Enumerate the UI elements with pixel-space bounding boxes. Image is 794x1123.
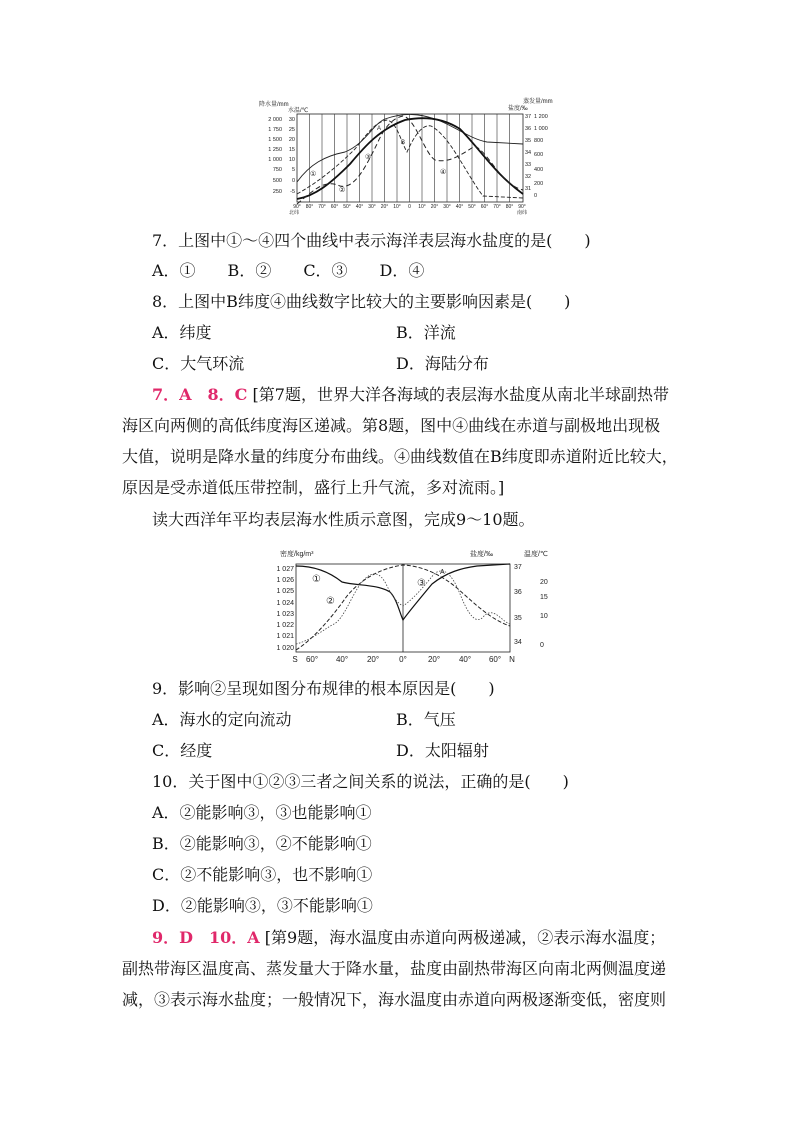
answer-7-8-line-2: 海区向两侧的高低纬度海区递减。第8题，图中④曲线在赤道与副极地出现极 (122, 416, 661, 435)
x-label: 40° (458, 655, 472, 664)
answer-7-8-line-1 (152, 385, 669, 405)
salinity-tick: 36 (514, 589, 522, 596)
precip-tick: 2 000 (268, 117, 282, 123)
answer-9-10-line-2: 副热带海区温度高、蒸发量大于降水量，盐度由副热带海区向南北两侧温度递 (122, 959, 667, 978)
lat-label: 20° (430, 204, 439, 210)
salinity-tick: 32 (525, 174, 532, 180)
salinity-tick: 34 (525, 150, 532, 156)
q10-option-a: A．②能影响③，③也能影响① (152, 803, 372, 822)
curve-label: ④ (440, 169, 447, 176)
salinity-tick: 33 (525, 162, 532, 168)
lat-label: 20° (380, 204, 389, 210)
salinity-tick: 37 (514, 564, 522, 571)
q8-stem: 8．上图中B纬度④曲线数字比较大的主要影响因素是( ) (152, 292, 571, 311)
x-label: S (292, 655, 298, 664)
plot-frame (297, 114, 523, 202)
salinity-axis-title: 盐度/‰ (470, 551, 493, 558)
answer-key-9-10: 9．D 10．A (152, 928, 260, 947)
lat-label: 50° (343, 204, 351, 210)
x-label: N (509, 655, 515, 664)
lat-label: 70° (318, 204, 326, 210)
curve-label: ③ (417, 578, 426, 589)
curve-2 (297, 118, 523, 199)
curve-label: ② (326, 596, 335, 607)
density-axis-title: 密度/kg/m³ (280, 551, 314, 558)
x-label: 20° (366, 655, 380, 664)
q7-stem: 7．上图中①～④四个曲线中表示海洋表层海水盐度的是( ) (152, 231, 591, 250)
figure-1-chart (255, 94, 553, 216)
precip-tick: 250 (272, 189, 282, 195)
marker-b: B (401, 140, 406, 146)
density-tick: 1 025 (276, 588, 294, 595)
salinity-tick: 34 (514, 639, 522, 646)
lat-label: 60° (480, 204, 489, 210)
temp-axis-title: 温度/℃ (524, 551, 548, 558)
precip-tick: 1 250 (268, 147, 282, 153)
curve-1 (297, 114, 523, 182)
salinity-tick: 35 (525, 138, 532, 144)
answer-7-8-line-4: 原因是受赤道低压带控制，盛行上升气流，多对流雨。] (122, 478, 505, 497)
temp-tick: 20 (540, 579, 548, 586)
q9-option-b: B．气压 (396, 710, 456, 729)
curve-label: ① (310, 171, 317, 178)
lat-label: 80° (305, 204, 314, 210)
lat-label: 80° (505, 204, 514, 210)
temp-tick: 20 (288, 137, 295, 143)
temp-tick: 25 (288, 127, 295, 133)
intro-9-10: 读大西洋年平均表层海水性质示意图，完成9～10题。 (152, 510, 535, 529)
q10-option-d: D．②能影响③，③不能影响① (152, 896, 373, 915)
curve-label: ② (339, 187, 346, 194)
x-label: 0° (399, 655, 407, 664)
q8-option-d: D．海陆分布 (396, 354, 489, 373)
temp-tick: 15 (288, 147, 295, 153)
density-tick: 1 020 (276, 645, 294, 652)
temp-tick: -5 (290, 189, 295, 195)
temp-tick: 30 (288, 117, 295, 123)
density-tick: 1 027 (276, 566, 294, 573)
x-label: 20° (427, 655, 441, 664)
marker-a: A (440, 569, 445, 576)
lat-label: 10° (393, 204, 401, 210)
answer-key-7-8: 7．A 8．C (152, 385, 248, 404)
density-tick: 1 021 (276, 633, 294, 640)
q9-option-c: C．经度 (152, 741, 213, 760)
lat-label: 30° (368, 204, 376, 210)
temp-tick: 15 (540, 594, 548, 601)
lat-label: 30° (443, 204, 451, 210)
precip-tick: 1 750 (268, 127, 282, 133)
answer-7-8-text: [第7题，世界大洋各海域的表层海水盐度从南北半球副热带 (252, 385, 669, 404)
answer-9-10-line-3: 减，③表示海水盐度；一般情况下，海水温度由赤道向两极逐渐变低，密度则 (122, 990, 667, 1009)
x-label: 40° (335, 655, 349, 664)
lat-label: 70° (493, 204, 501, 210)
curve-4 (297, 116, 523, 204)
precip-axis-title: 降水量/mm (259, 102, 289, 108)
q9-option-a: A．海水的定向流动 (152, 710, 292, 729)
evap-tick: 800 (534, 138, 544, 144)
lat-label: 50° (468, 204, 476, 210)
lat-label: 40° (455, 204, 464, 210)
q10-stem: 10．关于图中①②③三者之间关系的说法，正确的是( ) (152, 772, 569, 791)
temp-tick: 5 (291, 167, 295, 173)
lat-label: 0 (408, 204, 411, 210)
temp-axis-title: 水温/℃ (288, 108, 309, 114)
density-tick: 1 024 (276, 600, 294, 607)
q8-option-a: A．纬度 (152, 323, 212, 342)
curve-label: ① (312, 574, 321, 585)
lat-label: 90° (293, 204, 301, 210)
x-label: 60° (305, 655, 319, 664)
curve-label: ③ (365, 154, 372, 161)
answer-9-10-text: [第9题，海水温度由赤道向两极递减，②表示海水温度； (264, 928, 666, 947)
precip-tick: 500 (272, 178, 282, 184)
precip-tick: 1 000 (268, 157, 282, 163)
salinity-axis-title: 盐度/‰ (508, 106, 528, 112)
north-label: 北纬 (289, 210, 300, 216)
figure-2-chart (262, 544, 562, 666)
evap-tick: 1 200 (534, 114, 548, 120)
answer-9-10-line-1 (152, 928, 665, 948)
q9-option-d: D．太阳辐射 (396, 741, 489, 760)
density-tick: 1 026 (276, 577, 294, 584)
marker-a: A (377, 126, 382, 132)
evap-tick: 1 000 (534, 126, 548, 132)
evap-axis-title: 蒸发量/mm (523, 99, 553, 105)
evap-tick: 200 (534, 181, 544, 187)
salinity-tick: 35 (514, 615, 522, 622)
density-tick: 1 023 (276, 611, 294, 618)
salinity-tick: 37 (525, 114, 532, 120)
density-tick: 1 022 (276, 622, 294, 629)
temp-tick: 10 (540, 613, 548, 620)
evap-tick: 600 (534, 152, 544, 158)
lat-label: 90° (518, 204, 526, 210)
evap-tick: 0 (534, 193, 538, 199)
q8-option-b: B．洋流 (396, 323, 456, 342)
precip-tick: 750 (272, 167, 282, 173)
lat-label: 60° (330, 204, 339, 210)
temp-tick: 10 (288, 157, 295, 163)
temp-tick: 0 (540, 642, 544, 649)
answer-7-8-line-3: 大值，说明是降水量的纬度分布曲线。④曲线数值在B纬度即赤道附近比较大， (122, 447, 678, 466)
lat-label: 10° (418, 204, 426, 210)
q10-option-c: C．②不能影响③，也不影响① (152, 865, 373, 884)
salinity-tick: 36 (525, 126, 532, 132)
lat-label: 40° (355, 204, 364, 210)
salinity-tick: 31 (525, 186, 532, 192)
evap-tick: 400 (534, 167, 544, 173)
q7-options: A．① B．② C．③ D．④ (152, 261, 425, 280)
x-label: 60° (488, 655, 502, 664)
precip-tick: 1 500 (268, 137, 282, 143)
q8-option-c: C．大气环流 (152, 354, 245, 373)
south-label: 南纬 (517, 210, 528, 216)
q9-stem: 9．影响②呈现如图分布规律的根本原因是( ) (152, 679, 495, 698)
temp-tick: 0 (291, 178, 295, 184)
q10-option-b: B．②能影响③，②不能影响① (152, 834, 372, 853)
